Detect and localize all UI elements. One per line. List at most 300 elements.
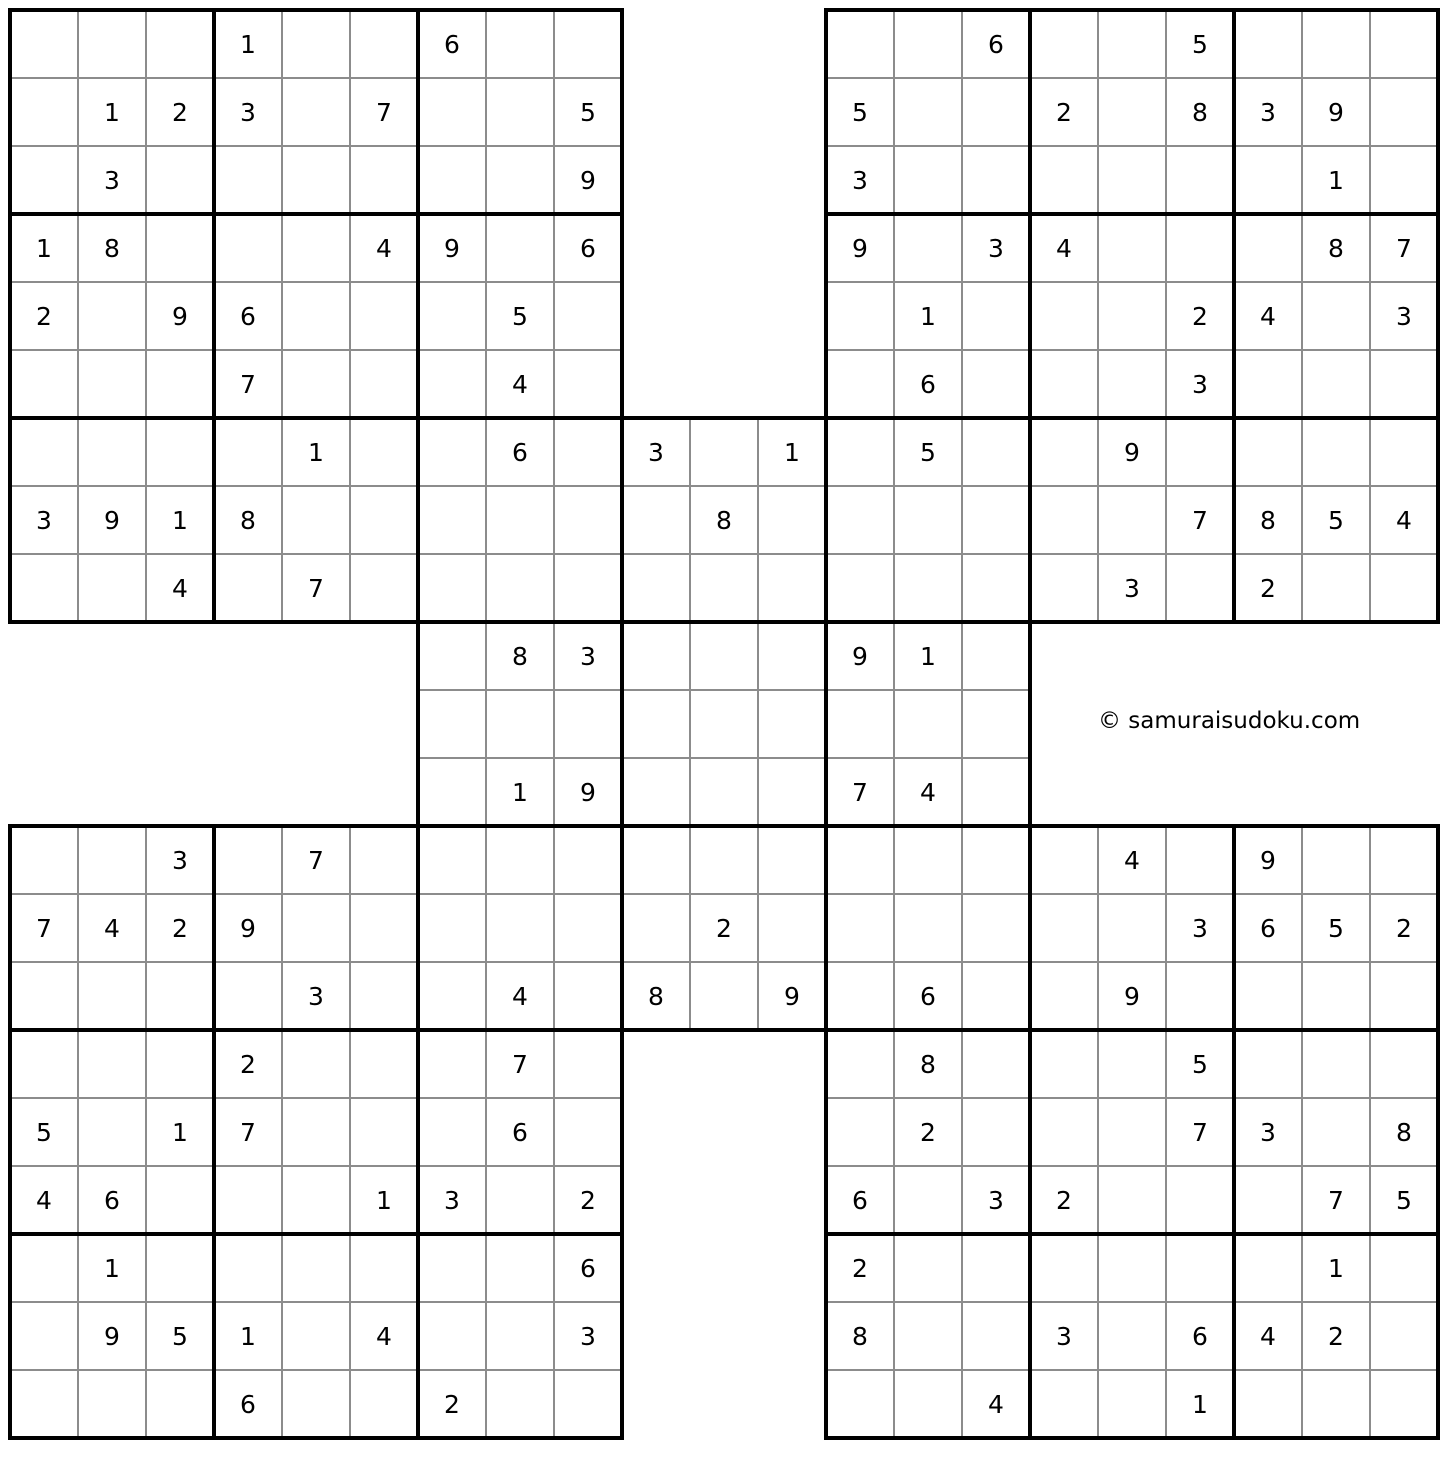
sudoku-cell[interactable] (1370, 418, 1438, 486)
sudoku-cell[interactable] (1302, 282, 1370, 350)
sudoku-cell[interactable]: 2 (1370, 894, 1438, 962)
sudoku-cell[interactable] (622, 894, 690, 962)
sudoku-cell[interactable] (554, 350, 622, 418)
sudoku-cell[interactable] (418, 758, 486, 826)
sudoku-cell[interactable] (758, 554, 826, 622)
sudoku-cell[interactable] (350, 10, 418, 78)
sudoku-cell[interactable]: 4 (894, 758, 962, 826)
sudoku-cell[interactable] (758, 894, 826, 962)
sudoku-cell[interactable] (962, 622, 1030, 690)
sudoku-cell[interactable] (622, 486, 690, 554)
sudoku-cell[interactable] (350, 1234, 418, 1302)
sudoku-cell[interactable] (826, 894, 894, 962)
sudoku-cell[interactable]: 9 (78, 1302, 146, 1370)
sudoku-cell[interactable] (486, 1166, 554, 1234)
sudoku-cell[interactable] (214, 214, 282, 282)
sudoku-cell[interactable] (894, 1234, 962, 1302)
sudoku-cell[interactable] (826, 350, 894, 418)
sudoku-cell[interactable]: 4 (350, 1302, 418, 1370)
sudoku-cell[interactable] (1098, 1234, 1166, 1302)
sudoku-cell[interactable] (78, 10, 146, 78)
sudoku-cell[interactable] (418, 146, 486, 214)
sudoku-cell[interactable]: 4 (146, 554, 214, 622)
sudoku-cell[interactable] (826, 826, 894, 894)
sudoku-cell[interactable] (146, 10, 214, 78)
sudoku-cell[interactable] (690, 622, 758, 690)
sudoku-cell[interactable]: 4 (486, 350, 554, 418)
sudoku-cell[interactable]: 1 (486, 758, 554, 826)
sudoku-cell[interactable] (350, 1098, 418, 1166)
sudoku-cell[interactable] (486, 894, 554, 962)
sudoku-cell[interactable] (1098, 1370, 1166, 1438)
sudoku-cell[interactable]: 2 (1166, 282, 1234, 350)
sudoku-cell[interactable]: 6 (486, 1098, 554, 1166)
sudoku-cell[interactable] (282, 1098, 350, 1166)
sudoku-cell[interactable] (10, 554, 78, 622)
sudoku-cell[interactable] (554, 1030, 622, 1098)
sudoku-cell[interactable] (962, 690, 1030, 758)
sudoku-cell[interactable]: 6 (78, 1166, 146, 1234)
sudoku-cell[interactable] (146, 1370, 214, 1438)
sudoku-cell[interactable]: 7 (1370, 214, 1438, 282)
sudoku-cell[interactable] (282, 1030, 350, 1098)
sudoku-cell[interactable] (622, 826, 690, 894)
sudoku-cell[interactable]: 5 (1166, 1030, 1234, 1098)
sudoku-cell[interactable] (418, 1234, 486, 1302)
sudoku-cell[interactable] (1234, 418, 1302, 486)
sudoku-cell[interactable] (690, 690, 758, 758)
sudoku-cell[interactable]: 6 (214, 1370, 282, 1438)
sudoku-cell[interactable] (1370, 10, 1438, 78)
sudoku-cell[interactable]: 2 (690, 894, 758, 962)
sudoku-cell[interactable]: 6 (486, 418, 554, 486)
sudoku-cell[interactable] (486, 1370, 554, 1438)
sudoku-cell[interactable] (214, 146, 282, 214)
sudoku-cell[interactable]: 7 (826, 758, 894, 826)
sudoku-cell[interactable] (1030, 1098, 1098, 1166)
sudoku-cell[interactable] (282, 894, 350, 962)
sudoku-cell[interactable] (1030, 418, 1098, 486)
sudoku-cell[interactable] (690, 962, 758, 1030)
sudoku-cell[interactable] (1370, 826, 1438, 894)
sudoku-cell[interactable] (1302, 418, 1370, 486)
sudoku-cell[interactable] (486, 78, 554, 146)
sudoku-cell[interactable] (554, 282, 622, 350)
sudoku-cell[interactable]: 5 (1302, 486, 1370, 554)
sudoku-cell[interactable]: 7 (282, 554, 350, 622)
sudoku-cell[interactable] (894, 214, 962, 282)
sudoku-cell[interactable]: 1 (146, 486, 214, 554)
sudoku-cell[interactable] (78, 1370, 146, 1438)
sudoku-cell[interactable] (894, 826, 962, 894)
sudoku-cell[interactable]: 8 (690, 486, 758, 554)
sudoku-cell[interactable]: 1 (282, 418, 350, 486)
sudoku-cell[interactable] (282, 282, 350, 350)
sudoku-cell[interactable] (1030, 10, 1098, 78)
sudoku-cell[interactable]: 3 (962, 214, 1030, 282)
sudoku-cell[interactable] (78, 282, 146, 350)
sudoku-cell[interactable]: 7 (486, 1030, 554, 1098)
sudoku-cell[interactable] (1234, 1234, 1302, 1302)
sudoku-cell[interactable] (1030, 1030, 1098, 1098)
sudoku-cell[interactable]: 1 (350, 1166, 418, 1234)
sudoku-cell[interactable]: 9 (1098, 962, 1166, 1030)
sudoku-cell[interactable] (1234, 1370, 1302, 1438)
sudoku-cell[interactable] (146, 214, 214, 282)
sudoku-cell[interactable]: 8 (1166, 78, 1234, 146)
sudoku-cell[interactable] (146, 350, 214, 418)
sudoku-cell[interactable] (690, 758, 758, 826)
sudoku-cell[interactable] (282, 1166, 350, 1234)
sudoku-cell[interactable]: 3 (1370, 282, 1438, 350)
sudoku-cell[interactable]: 8 (78, 214, 146, 282)
sudoku-cell[interactable]: 3 (1166, 894, 1234, 962)
sudoku-cell[interactable] (78, 1098, 146, 1166)
sudoku-cell[interactable] (1302, 826, 1370, 894)
sudoku-cell[interactable]: 1 (78, 1234, 146, 1302)
sudoku-cell[interactable] (962, 418, 1030, 486)
sudoku-cell[interactable] (418, 554, 486, 622)
sudoku-cell[interactable]: 9 (554, 758, 622, 826)
sudoku-cell[interactable] (10, 146, 78, 214)
sudoku-cell[interactable]: 7 (1302, 1166, 1370, 1234)
sudoku-cell[interactable] (1098, 1030, 1166, 1098)
sudoku-cell[interactable] (622, 690, 690, 758)
sudoku-cell[interactable] (282, 1302, 350, 1370)
sudoku-cell[interactable]: 6 (214, 282, 282, 350)
sudoku-cell[interactable] (1098, 146, 1166, 214)
sudoku-cell[interactable] (894, 486, 962, 554)
sudoku-cell[interactable]: 2 (554, 1166, 622, 1234)
sudoku-cell[interactable]: 1 (1302, 1234, 1370, 1302)
sudoku-cell[interactable] (962, 282, 1030, 350)
sudoku-cell[interactable] (146, 962, 214, 1030)
sudoku-cell[interactable]: 9 (78, 486, 146, 554)
sudoku-cell[interactable] (962, 146, 1030, 214)
sudoku-cell[interactable]: 7 (1166, 486, 1234, 554)
sudoku-cell[interactable]: 6 (826, 1166, 894, 1234)
sudoku-cell[interactable] (758, 622, 826, 690)
sudoku-cell[interactable] (214, 1166, 282, 1234)
sudoku-cell[interactable] (1098, 10, 1166, 78)
sudoku-cell[interactable] (214, 1234, 282, 1302)
sudoku-cell[interactable]: 3 (1234, 78, 1302, 146)
sudoku-cell[interactable] (1030, 894, 1098, 962)
sudoku-cell[interactable] (758, 690, 826, 758)
sudoku-cell[interactable]: 9 (418, 214, 486, 282)
sudoku-cell[interactable]: 3 (282, 962, 350, 1030)
sudoku-cell[interactable]: 1 (146, 1098, 214, 1166)
sudoku-cell[interactable] (146, 146, 214, 214)
sudoku-cell[interactable] (350, 418, 418, 486)
sudoku-cell[interactable] (1030, 146, 1098, 214)
sudoku-cell[interactable]: 2 (1030, 1166, 1098, 1234)
sudoku-cell[interactable] (1030, 282, 1098, 350)
sudoku-cell[interactable] (1234, 1030, 1302, 1098)
sudoku-cell[interactable] (350, 350, 418, 418)
sudoku-cell[interactable] (554, 894, 622, 962)
sudoku-cell[interactable]: 8 (214, 486, 282, 554)
sudoku-cell[interactable]: 1 (1166, 1370, 1234, 1438)
sudoku-cell[interactable] (826, 282, 894, 350)
sudoku-cell[interactable]: 7 (10, 894, 78, 962)
sudoku-cell[interactable] (962, 894, 1030, 962)
sudoku-cell[interactable] (1098, 894, 1166, 962)
sudoku-cell[interactable] (1030, 1234, 1098, 1302)
sudoku-cell[interactable] (214, 962, 282, 1030)
sudoku-cell[interactable]: 6 (962, 10, 1030, 78)
sudoku-cell[interactable] (418, 690, 486, 758)
sudoku-cell[interactable] (486, 826, 554, 894)
sudoku-cell[interactable]: 3 (554, 1302, 622, 1370)
sudoku-cell[interactable] (554, 1098, 622, 1166)
sudoku-cell[interactable] (350, 826, 418, 894)
sudoku-cell[interactable]: 9 (758, 962, 826, 1030)
sudoku-cell[interactable] (214, 418, 282, 486)
sudoku-cell[interactable] (1098, 1098, 1166, 1166)
sudoku-cell[interactable]: 7 (1166, 1098, 1234, 1166)
sudoku-cell[interactable] (10, 962, 78, 1030)
sudoku-cell[interactable]: 8 (1234, 486, 1302, 554)
sudoku-cell[interactable] (1166, 418, 1234, 486)
sudoku-cell[interactable] (214, 554, 282, 622)
sudoku-cell[interactable] (894, 78, 962, 146)
sudoku-cell[interactable] (1166, 146, 1234, 214)
sudoku-cell[interactable]: 9 (554, 146, 622, 214)
sudoku-cell[interactable]: 4 (1370, 486, 1438, 554)
sudoku-cell[interactable] (554, 10, 622, 78)
sudoku-cell[interactable]: 5 (826, 78, 894, 146)
sudoku-cell[interactable] (894, 1302, 962, 1370)
sudoku-cell[interactable] (826, 554, 894, 622)
sudoku-cell[interactable] (1234, 1166, 1302, 1234)
sudoku-cell[interactable] (894, 554, 962, 622)
sudoku-cell[interactable] (894, 10, 962, 78)
sudoku-cell[interactable] (1166, 826, 1234, 894)
sudoku-cell[interactable] (1166, 962, 1234, 1030)
sudoku-cell[interactable] (214, 826, 282, 894)
sudoku-cell[interactable] (1166, 1166, 1234, 1234)
sudoku-cell[interactable]: 1 (894, 282, 962, 350)
sudoku-cell[interactable]: 2 (1234, 554, 1302, 622)
sudoku-cell[interactable] (418, 486, 486, 554)
sudoku-cell[interactable]: 6 (418, 10, 486, 78)
sudoku-cell[interactable] (962, 78, 1030, 146)
sudoku-cell[interactable]: 2 (1030, 78, 1098, 146)
sudoku-cell[interactable] (894, 146, 962, 214)
sudoku-cell[interactable] (826, 962, 894, 1030)
sudoku-cell[interactable]: 3 (418, 1166, 486, 1234)
sudoku-cell[interactable] (1302, 962, 1370, 1030)
sudoku-cell[interactable] (418, 350, 486, 418)
sudoku-cell[interactable] (486, 486, 554, 554)
sudoku-cell[interactable] (554, 962, 622, 1030)
sudoku-cell[interactable] (1030, 962, 1098, 1030)
sudoku-cell[interactable]: 2 (214, 1030, 282, 1098)
sudoku-cell[interactable]: 4 (1234, 282, 1302, 350)
sudoku-cell[interactable] (418, 418, 486, 486)
sudoku-cell[interactable]: 8 (826, 1302, 894, 1370)
sudoku-cell[interactable] (1030, 486, 1098, 554)
sudoku-cell[interactable] (1370, 78, 1438, 146)
sudoku-cell[interactable]: 7 (350, 78, 418, 146)
sudoku-cell[interactable] (146, 1030, 214, 1098)
sudoku-cell[interactable] (1166, 1234, 1234, 1302)
sudoku-cell[interactable] (486, 146, 554, 214)
sudoku-cell[interactable] (1302, 1030, 1370, 1098)
sudoku-cell[interactable]: 4 (10, 1166, 78, 1234)
sudoku-cell[interactable] (1030, 826, 1098, 894)
sudoku-cell[interactable]: 6 (554, 1234, 622, 1302)
sudoku-cell[interactable] (1166, 554, 1234, 622)
sudoku-cell[interactable] (962, 1098, 1030, 1166)
sudoku-cell[interactable] (418, 1302, 486, 1370)
sudoku-cell[interactable]: 9 (1302, 78, 1370, 146)
sudoku-cell[interactable] (1370, 146, 1438, 214)
sudoku-cell[interactable] (554, 554, 622, 622)
sudoku-cell[interactable] (758, 758, 826, 826)
sudoku-cell[interactable] (1030, 554, 1098, 622)
sudoku-cell[interactable] (758, 486, 826, 554)
sudoku-cell[interactable] (690, 554, 758, 622)
sudoku-cell[interactable] (690, 418, 758, 486)
sudoku-cell[interactable] (486, 10, 554, 78)
sudoku-cell[interactable] (350, 486, 418, 554)
sudoku-cell[interactable] (350, 962, 418, 1030)
sudoku-cell[interactable] (486, 554, 554, 622)
sudoku-cell[interactable]: 7 (214, 350, 282, 418)
sudoku-cell[interactable]: 5 (1370, 1166, 1438, 1234)
sudoku-cell[interactable] (418, 826, 486, 894)
sudoku-cell[interactable]: 4 (78, 894, 146, 962)
sudoku-cell[interactable]: 5 (554, 78, 622, 146)
sudoku-cell[interactable] (10, 1302, 78, 1370)
sudoku-cell[interactable]: 3 (962, 1166, 1030, 1234)
sudoku-cell[interactable]: 5 (894, 418, 962, 486)
sudoku-cell[interactable]: 3 (78, 146, 146, 214)
sudoku-cell[interactable] (1098, 350, 1166, 418)
sudoku-cell[interactable] (962, 554, 1030, 622)
sudoku-cell[interactable] (962, 1030, 1030, 1098)
sudoku-cell[interactable]: 2 (10, 282, 78, 350)
sudoku-cell[interactable]: 8 (1370, 1098, 1438, 1166)
sudoku-cell[interactable]: 2 (146, 78, 214, 146)
sudoku-cell[interactable]: 3 (214, 78, 282, 146)
sudoku-cell[interactable] (1234, 350, 1302, 418)
sudoku-cell[interactable] (1098, 78, 1166, 146)
sudoku-cell[interactable] (1302, 10, 1370, 78)
sudoku-cell[interactable] (622, 554, 690, 622)
sudoku-cell[interactable]: 3 (826, 146, 894, 214)
sudoku-cell[interactable]: 3 (1030, 1302, 1098, 1370)
sudoku-cell[interactable] (10, 10, 78, 78)
sudoku-cell[interactable]: 5 (486, 282, 554, 350)
sudoku-cell[interactable] (282, 1234, 350, 1302)
sudoku-cell[interactable] (1030, 1370, 1098, 1438)
sudoku-cell[interactable] (826, 690, 894, 758)
sudoku-cell[interactable] (418, 1098, 486, 1166)
sudoku-cell[interactable]: 3 (10, 486, 78, 554)
sudoku-cell[interactable] (10, 418, 78, 486)
sudoku-cell[interactable] (350, 146, 418, 214)
sudoku-cell[interactable] (146, 1166, 214, 1234)
sudoku-cell[interactable]: 6 (894, 350, 962, 418)
sudoku-cell[interactable] (554, 826, 622, 894)
sudoku-cell[interactable]: 9 (826, 214, 894, 282)
sudoku-cell[interactable] (1166, 214, 1234, 282)
sudoku-cell[interactable] (894, 1370, 962, 1438)
sudoku-cell[interactable]: 1 (214, 1302, 282, 1370)
sudoku-cell[interactable]: 4 (486, 962, 554, 1030)
sudoku-cell[interactable] (10, 826, 78, 894)
sudoku-cell[interactable] (1098, 1166, 1166, 1234)
sudoku-cell[interactable] (418, 282, 486, 350)
sudoku-cell[interactable] (758, 826, 826, 894)
sudoku-cell[interactable]: 6 (1234, 894, 1302, 962)
sudoku-cell[interactable]: 6 (1166, 1302, 1234, 1370)
sudoku-cell[interactable]: 2 (146, 894, 214, 962)
sudoku-cell[interactable]: 3 (1234, 1098, 1302, 1166)
sudoku-cell[interactable] (10, 1030, 78, 1098)
sudoku-cell[interactable] (1302, 1370, 1370, 1438)
sudoku-cell[interactable]: 8 (1302, 214, 1370, 282)
sudoku-cell[interactable] (282, 350, 350, 418)
sudoku-cell[interactable] (418, 78, 486, 146)
sudoku-cell[interactable] (1302, 1098, 1370, 1166)
sudoku-cell[interactable] (282, 10, 350, 78)
sudoku-cell[interactable]: 2 (826, 1234, 894, 1302)
sudoku-cell[interactable] (350, 1030, 418, 1098)
sudoku-cell[interactable]: 1 (78, 78, 146, 146)
sudoku-cell[interactable] (418, 622, 486, 690)
sudoku-cell[interactable] (146, 418, 214, 486)
sudoku-cell[interactable]: 6 (554, 214, 622, 282)
sudoku-cell[interactable]: 2 (1302, 1302, 1370, 1370)
sudoku-cell[interactable]: 8 (622, 962, 690, 1030)
sudoku-cell[interactable]: 8 (894, 1030, 962, 1098)
sudoku-cell[interactable] (350, 1370, 418, 1438)
sudoku-cell[interactable]: 2 (894, 1098, 962, 1166)
sudoku-cell[interactable] (486, 690, 554, 758)
sudoku-cell[interactable] (146, 1234, 214, 1302)
sudoku-cell[interactable] (826, 1098, 894, 1166)
sudoku-cell[interactable] (350, 894, 418, 962)
sudoku-cell[interactable] (826, 486, 894, 554)
sudoku-cell[interactable]: 1 (894, 622, 962, 690)
sudoku-cell[interactable] (1098, 214, 1166, 282)
sudoku-cell[interactable]: 9 (214, 894, 282, 962)
sudoku-cell[interactable] (350, 554, 418, 622)
sudoku-cell[interactable] (1030, 350, 1098, 418)
sudoku-cell[interactable] (486, 1302, 554, 1370)
sudoku-cell[interactable] (690, 826, 758, 894)
sudoku-cell[interactable] (1302, 350, 1370, 418)
sudoku-cell[interactable] (826, 1030, 894, 1098)
sudoku-cell[interactable] (10, 1234, 78, 1302)
sudoku-cell[interactable]: 3 (146, 826, 214, 894)
sudoku-cell[interactable]: 5 (146, 1302, 214, 1370)
sudoku-cell[interactable]: 1 (10, 214, 78, 282)
sudoku-cell[interactable]: 4 (1234, 1302, 1302, 1370)
sudoku-cell[interactable]: 9 (1234, 826, 1302, 894)
sudoku-cell[interactable] (1370, 962, 1438, 1030)
sudoku-cell[interactable] (894, 1166, 962, 1234)
sudoku-cell[interactable] (962, 486, 1030, 554)
sudoku-cell[interactable]: 8 (486, 622, 554, 690)
sudoku-cell[interactable] (826, 1370, 894, 1438)
sudoku-cell[interactable] (282, 486, 350, 554)
sudoku-cell[interactable]: 1 (758, 418, 826, 486)
